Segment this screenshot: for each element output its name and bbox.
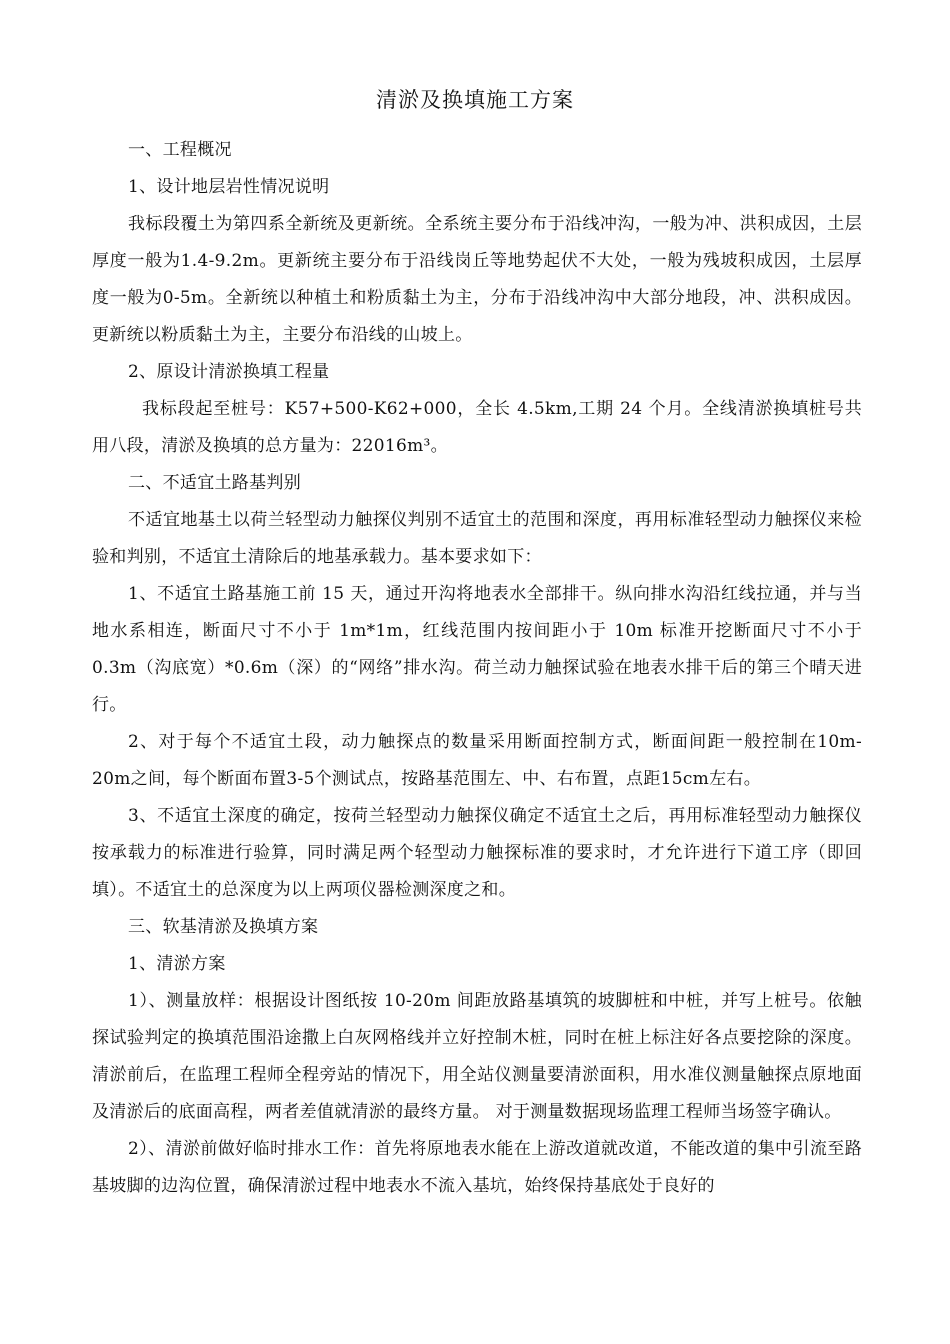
paragraph-drainage: 2）、清淤前做好临时排水工作：首先将原地表水能在上游改道就改道，不能改道的集中引流至路基坡脚的边沟位置，确保清淤过程中地表水不流入基坑，始终保持基底处于良好的 [92,1139,862,1196]
document-title: 清淤及换填施工方案 [376,88,574,112]
paragraph-requirement-2: 2、对于每个不适宜土段，动力触探点的数量采用断面控制方式，断面间距一般控制在10m-20m之间，每个断面布置3-5个测试点，按路基范围左、中、右布置，点距15cm左右。 [92,732,862,789]
subsection-heading-quantity: 2、原设计清淤换填工程量 [128,362,330,382]
section-heading-soft-foundation: 三、软基清淤及换填方案 [128,917,319,937]
paragraph-unsuitable-soil: 不适宜地基土以荷兰轻型动力触探仪判别不适宜土的范围和深度，再用标准轻型动力触探仪来检验和判别，不适宜土清除后的地基承载力。基本要求如下： [92,510,862,567]
paragraph-geology: 我标段覆土为第四系全新统及更新统。全系统主要分布于沿线冲沟，一般为冲、洪积成因，土层厚度一般为1.4-9.2m。更新统主要分布于沿线岗丘等地势起伏不大处，一般为残坡积成因，土层厚度一般为0-5m。全新统以种植土和粉质黏土为主，分布于沿线冲沟中大部分地段，冲、洪积成因。更新统以粉质黏土为主，主要分布沿线的山坡上。 [92,214,862,345]
paragraph-survey: 1）、测量放样：根据设计图纸按 10-20m 间距放路基填筑的坡脚桩和中桩，并写上桩号。依触探试验判定的换填范围沿途撒上白灰网格线并立好控制木桩，同时在桩上标注好各点要挖除的深度。清淤前后，在监理工程师全程旁站的情况下，用全站仪测量要清淤面积，用水准仪测量触探点原地面及清淤后的底面高程，两者差值就清淤的最终方量。 对于测量数据现场监理工程师当场签字确认。 [92,991,862,1122]
document-body [92,132,862,1205]
subsection-heading-dredging: 1、清淤方案 [128,954,226,974]
subsection-heading-geology: 1、设计地层岩性情况说明 [128,177,330,197]
section-heading-overview: 一、工程概况 [128,140,232,160]
section-heading-unsuitable-soil: 二、不适宜土路基判别 [128,473,301,493]
paragraph-requirement-1: 1、不适宜土路基施工前 15 天，通过开沟将地表水全部排干。纵向排水沟沿红线拉通，并与当地水系相连，断面尺寸不小于 1m*1m，红线范围内按间距小于 10m 标准开挖断面尺寸不小于 0.3m（沟底宽）*0.6m（深）的“网络”排水沟。荷兰动力触探试验在地表水排干后的第三个晴天进行。 [92,584,862,715]
paragraph-requirement-3: 3、不适宜土深度的确定，按荷兰轻型动力触探仪确定不适宜土之后，再用标准轻型动力触探仪按承载力的标准进行验算，同时满足两个轻型动力触探标准的要求时，才允许进行下道工序（即回填）。不适宜土的总深度为以上两项仪器检测深度之和。 [92,806,862,900]
paragraph-quantity: 我标段起至桩号：K57+500-K62+000，全长 4.5km,工期 24 个月。全线清淤换填桩号共用八段，清淤及换填的总方量为：22016m³。 [92,399,862,456]
